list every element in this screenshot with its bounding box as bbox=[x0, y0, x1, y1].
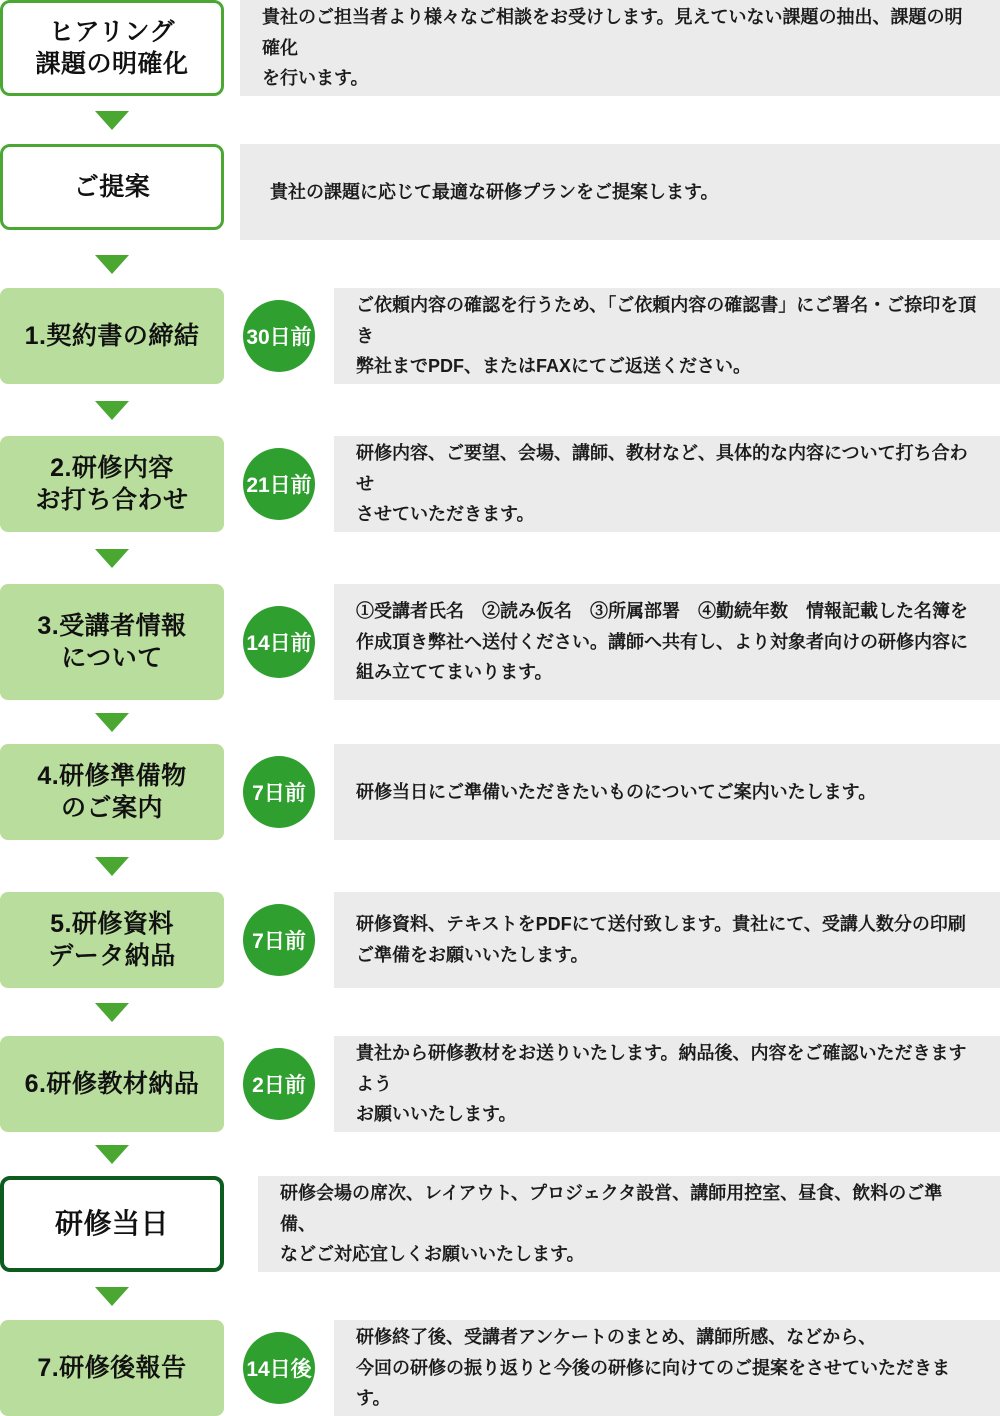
step-label-hearing bbox=[0, 0, 224, 96]
arrow-down-icon bbox=[95, 401, 129, 420]
step-description-panel bbox=[334, 436, 1000, 532]
desc-line-2: 今回の研修の振り返りと今後の研修に向けてのご提案をさせていただきます。 bbox=[356, 1357, 950, 1409]
step-description-panel bbox=[334, 1320, 1000, 1416]
step-label-line2: データ納品 bbox=[48, 942, 176, 970]
flow-arrow bbox=[0, 240, 224, 288]
desc-line-2: 弊社までPDF、またはFAXにてご返送ください。 bbox=[356, 356, 752, 377]
step-badge-cell bbox=[224, 436, 334, 532]
desc-line-1: 貴社のご担当者より様々なご相談をお受けします。見えていない課題の抽出、課題の明確化 bbox=[262, 6, 963, 58]
step-label-line1: 1.契約書の締結 bbox=[24, 322, 200, 350]
deadline-badge: 30日前 bbox=[243, 300, 315, 372]
flow-arrow bbox=[0, 700, 224, 744]
arrow-down-icon bbox=[95, 713, 129, 732]
step-label-line1: 7.研修後報告 bbox=[37, 1354, 187, 1382]
step-description-panel bbox=[240, 0, 1000, 96]
step-badge-cell bbox=[224, 288, 334, 384]
arrow-down-icon bbox=[95, 1003, 129, 1022]
deadline-badge: 14日前 bbox=[243, 606, 315, 678]
desc-line-2: ご準備をお願いいたします。 bbox=[356, 945, 589, 965]
step-label-contract bbox=[0, 288, 224, 384]
flow-step-row bbox=[0, 1036, 1000, 1132]
step-description-panel bbox=[334, 288, 1000, 384]
flow-arrow bbox=[0, 988, 224, 1036]
desc-line-2: を行います。 bbox=[262, 68, 369, 89]
flow-arrow bbox=[0, 840, 224, 892]
deadline-badge: 7日前 bbox=[243, 756, 315, 828]
step-label-material-data bbox=[0, 892, 224, 988]
step-label-line1: ヒアリング bbox=[48, 18, 175, 46]
step-badge-cell bbox=[224, 584, 334, 700]
step-label-line2: お打ち合わせ bbox=[35, 486, 189, 514]
desc-line-1: 貴社の課題に応じて最適な研修プランをご提案します。 bbox=[270, 181, 719, 202]
flow-step-row bbox=[0, 288, 1000, 384]
step-label-preparation-guide bbox=[0, 744, 224, 840]
step-description-panel bbox=[334, 584, 1000, 700]
step-description-panel bbox=[258, 1176, 1000, 1272]
step-label-line1: 2.研修内容 bbox=[50, 454, 174, 482]
deadline-badge: 7日前 bbox=[243, 904, 315, 976]
flow-step-row bbox=[0, 436, 1000, 532]
desc-line-1: 貴社から研修教材をお送りいたします。納品後、内容をご確認いただきますよう bbox=[356, 1042, 967, 1094]
desc-line-2: などご対応宜しくお願いいたします。 bbox=[280, 1244, 585, 1265]
desc-line-1: 研修資料、テキストをPDFにて送付致します。貴社にて、受講人数分の印刷 bbox=[356, 914, 966, 935]
step-label-line2: について bbox=[61, 644, 163, 672]
desc-line-1: 研修終了後、受講者アンケートのまとめ、講師所感、などから、 bbox=[356, 1326, 877, 1347]
desc-line-1: 研修当日にご準備いただきたいものについてご案内いたします。 bbox=[356, 781, 877, 802]
flow-step-row bbox=[0, 1176, 1000, 1272]
flow-arrow bbox=[0, 384, 224, 436]
arrow-down-icon bbox=[95, 255, 129, 274]
desc-line-1: 研修内容、ご要望、会場、講師、教材など、具体的な内容について打ち合わせ bbox=[356, 442, 968, 494]
flow-arrow bbox=[0, 96, 224, 144]
deadline-badge: 2日前 bbox=[243, 1048, 315, 1120]
step-badge-cell bbox=[224, 1036, 334, 1132]
desc-line-1: ①受講者氏名 ②読み仮名 ③所属部署 ④勤続年数 情報記載した名簿を bbox=[356, 600, 968, 621]
step-label-line1: 4.研修準備物 bbox=[37, 762, 187, 790]
step-badge-cell bbox=[224, 1320, 334, 1416]
step-label-line1: ご提案 bbox=[73, 173, 151, 201]
step-label-training-day bbox=[0, 1176, 224, 1272]
deadline-badge: 14日後 bbox=[243, 1332, 315, 1404]
flow-step-row bbox=[0, 1320, 1000, 1416]
flow-arrow bbox=[0, 532, 224, 584]
step-label-line2: のご案内 bbox=[60, 794, 163, 822]
deadline-badge: 21日前 bbox=[243, 448, 315, 520]
step-label-line1: 3.受講者情報 bbox=[37, 612, 187, 640]
flow-step-row bbox=[0, 744, 1000, 840]
step-description-panel bbox=[240, 144, 1000, 240]
step-label-post-report bbox=[0, 1320, 224, 1416]
arrow-down-icon bbox=[95, 857, 129, 876]
step-description-panel bbox=[334, 892, 1000, 988]
step-label-line2: 課題の明確化 bbox=[35, 50, 189, 78]
step-label-line1: 5.研修資料 bbox=[50, 910, 174, 938]
arrow-down-icon bbox=[95, 111, 129, 130]
arrow-down-icon bbox=[95, 1287, 129, 1306]
arrow-down-icon bbox=[95, 549, 129, 568]
desc-line-3: 組み立ててまいります。 bbox=[356, 662, 553, 683]
step-label-content-meeting bbox=[0, 436, 224, 532]
desc-line-2: お願いいたします。 bbox=[356, 1104, 517, 1125]
desc-line-2: させていただきます。 bbox=[356, 504, 535, 525]
flow-step-row bbox=[0, 144, 1000, 240]
flow-step-row bbox=[0, 584, 1000, 700]
flow-step-row bbox=[0, 892, 1000, 988]
step-description-panel bbox=[334, 1036, 1000, 1132]
step-badge-cell bbox=[224, 892, 334, 988]
flow-step-row bbox=[0, 0, 1000, 96]
step-label-participant-info bbox=[0, 584, 224, 700]
step-label-teaching-materials bbox=[0, 1036, 224, 1132]
desc-line-1: 研修会場の席次、レイアウト、プロジェクタ設営、講師用控室、昼食、飲料のご準備、 bbox=[280, 1182, 943, 1234]
flow-arrow bbox=[0, 1132, 224, 1176]
step-badge-cell bbox=[224, 744, 334, 840]
step-label-line1: 研修当日 bbox=[54, 1208, 169, 1240]
arrow-down-icon bbox=[95, 1145, 129, 1164]
flow-arrow bbox=[0, 1272, 224, 1320]
step-label-proposal bbox=[0, 144, 224, 230]
step-label-line1: 6.研修教材納品 bbox=[24, 1070, 200, 1098]
desc-line-2: 作成頂き弊社へ送付ください。講師へ共有し、より対象者向けの研修内容に bbox=[356, 631, 968, 652]
step-description-panel bbox=[334, 744, 1000, 840]
desc-line-1: ご依頼内容の確認を行うため、「ご依頼内容の確認書」にご署名・ご捺印を頂き bbox=[356, 294, 977, 346]
